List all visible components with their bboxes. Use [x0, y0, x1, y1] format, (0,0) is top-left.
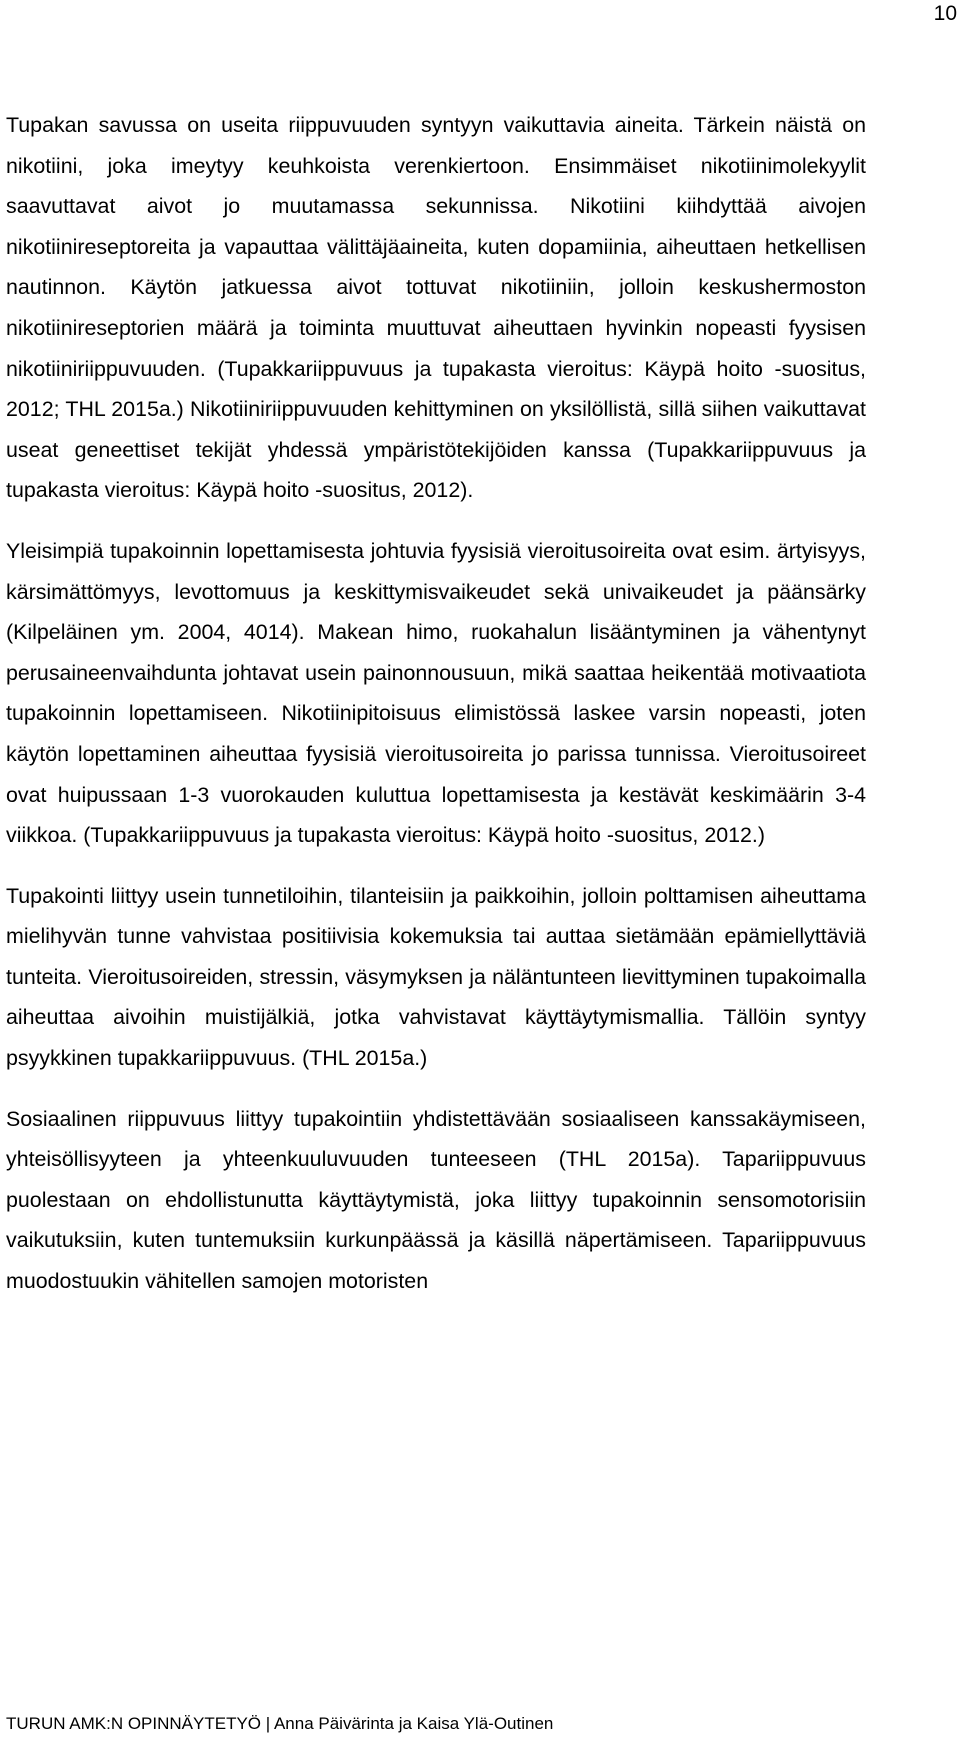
- page-footer: TURUN AMK:N OPINNÄYTETYÖ | Anna Päivärinta ja Kaisa Ylä-Outinen: [6, 1714, 554, 1733]
- page-number: 10: [933, 2, 957, 25]
- paragraph-psychological-dependence: Tupakointi liittyy usein tunnetiloihin, tilanteisiin ja paikkoihin, jolloin polttamisen aiheuttama mielihyvän tunne vahvistaa positiivisia kokemuksia tai auttaa sietämään epämiellyttäviä tunteita. Vieroitusoireiden, stressin, väsymyksen ja näläntunteen lievittyminen tupakoimalla aiheuttaa aivoihin muistijälkiä, jotka vahvistavat käyttäytymismallia. Tällöin syntyy psyykkinen tupakkariippuvuus. (THL 2015a.): [6, 883, 866, 1071]
- document-body: [6, 105, 866, 1302]
- paragraph-withdrawal-symptoms: Yleisimpiä tupakoinnin lopettamisesta johtuvia fyysisiä vieroitusoireita ovat esim. ärtyisyys, kärsimättömyys, levottomuus ja keskittymisvaikeudet sekä univaikeudet ja päänsärky (Kilpeläinen ym. 2004, 4014). Makean himo, ruokahalun lisääntyminen ja vähentynyt perusaineenvaihdunta johtavat usein painonnousuun, mikä saattaa heikentää motivaatiota tupakoinnin lopettamiseen. Nikotiinipitoisuus elimistössä laskee varsin nopeasti, joten käytön lopettaminen aiheuttaa fyysisiä vieroitusoireita jo parissa tunnissa. Vieroitusoireet ovat huipussaan 1-3 vuorokauden kuluttua lopettamisesta ja kestävät keskimäärin 3-4 viikkoa. (Tupakkariippuvuus ja tupakasta vieroitus: Käypä hoito -suositus, 2012.): [6, 538, 866, 848]
- paragraph-social-dependence: Sosiaalinen riippuvuus liittyy tupakointiin yhdistettävään sosiaaliseen kanssakäymiseen, yhteisöllisyyteen ja yhteenkuuluvuuden tunteeseen (THL 2015a). Tapariippuvuus puolestaan on ehdollistunutta käyttäytymistä, joka liittyy tupakoinnin sensomotorisiin vaikutuksiin, kuten tuntemuksiin kurkunpäässä ja käsillä näpertämiseen. Tapariippuvuus muodostuukin vähitellen samojen motoristen: [6, 1106, 866, 1294]
- paragraph-nicotine-addiction: Tupakan savussa on useita riippuvuuden syntyyn vaikuttavia aineita. Tärkein näistä on nikotiini, joka imeytyy keuhkoista verenkiertoon. Ensimmäiset nikotiinimolekyylit saavuttavat aivot jo muutamassa sekunnissa. Nikotiini kiihdyttää aivojen nikotiinireseptoreita ja vapauttaa välittäjäaineita, kuten dopamiinia, aiheuttaen hetkellisen nautinnon. Käytön jatkuessa aivot tottuvat nikotiiniin, jolloin keskushermoston nikotiinireseptorien määrä ja toiminta muuttuvat aiheuttaen hyvinkin nopeasti fyysisen nikotiiniriippuvuuden. (Tupakkariippuvuus ja tupakasta vieroitus: Käypä hoito -suositus, 2012; THL 2015a.) Nikotiiniriippuvuuden kehittyminen on yksilöllistä, sillä siihen vaikuttavat useat geneettiset tekijät yhdessä ympäristötekijöiden kanssa (Tupakkariippuvuus ja tupakasta vieroitus: Käypä hoito -suositus, 2012).: [6, 113, 866, 503]
